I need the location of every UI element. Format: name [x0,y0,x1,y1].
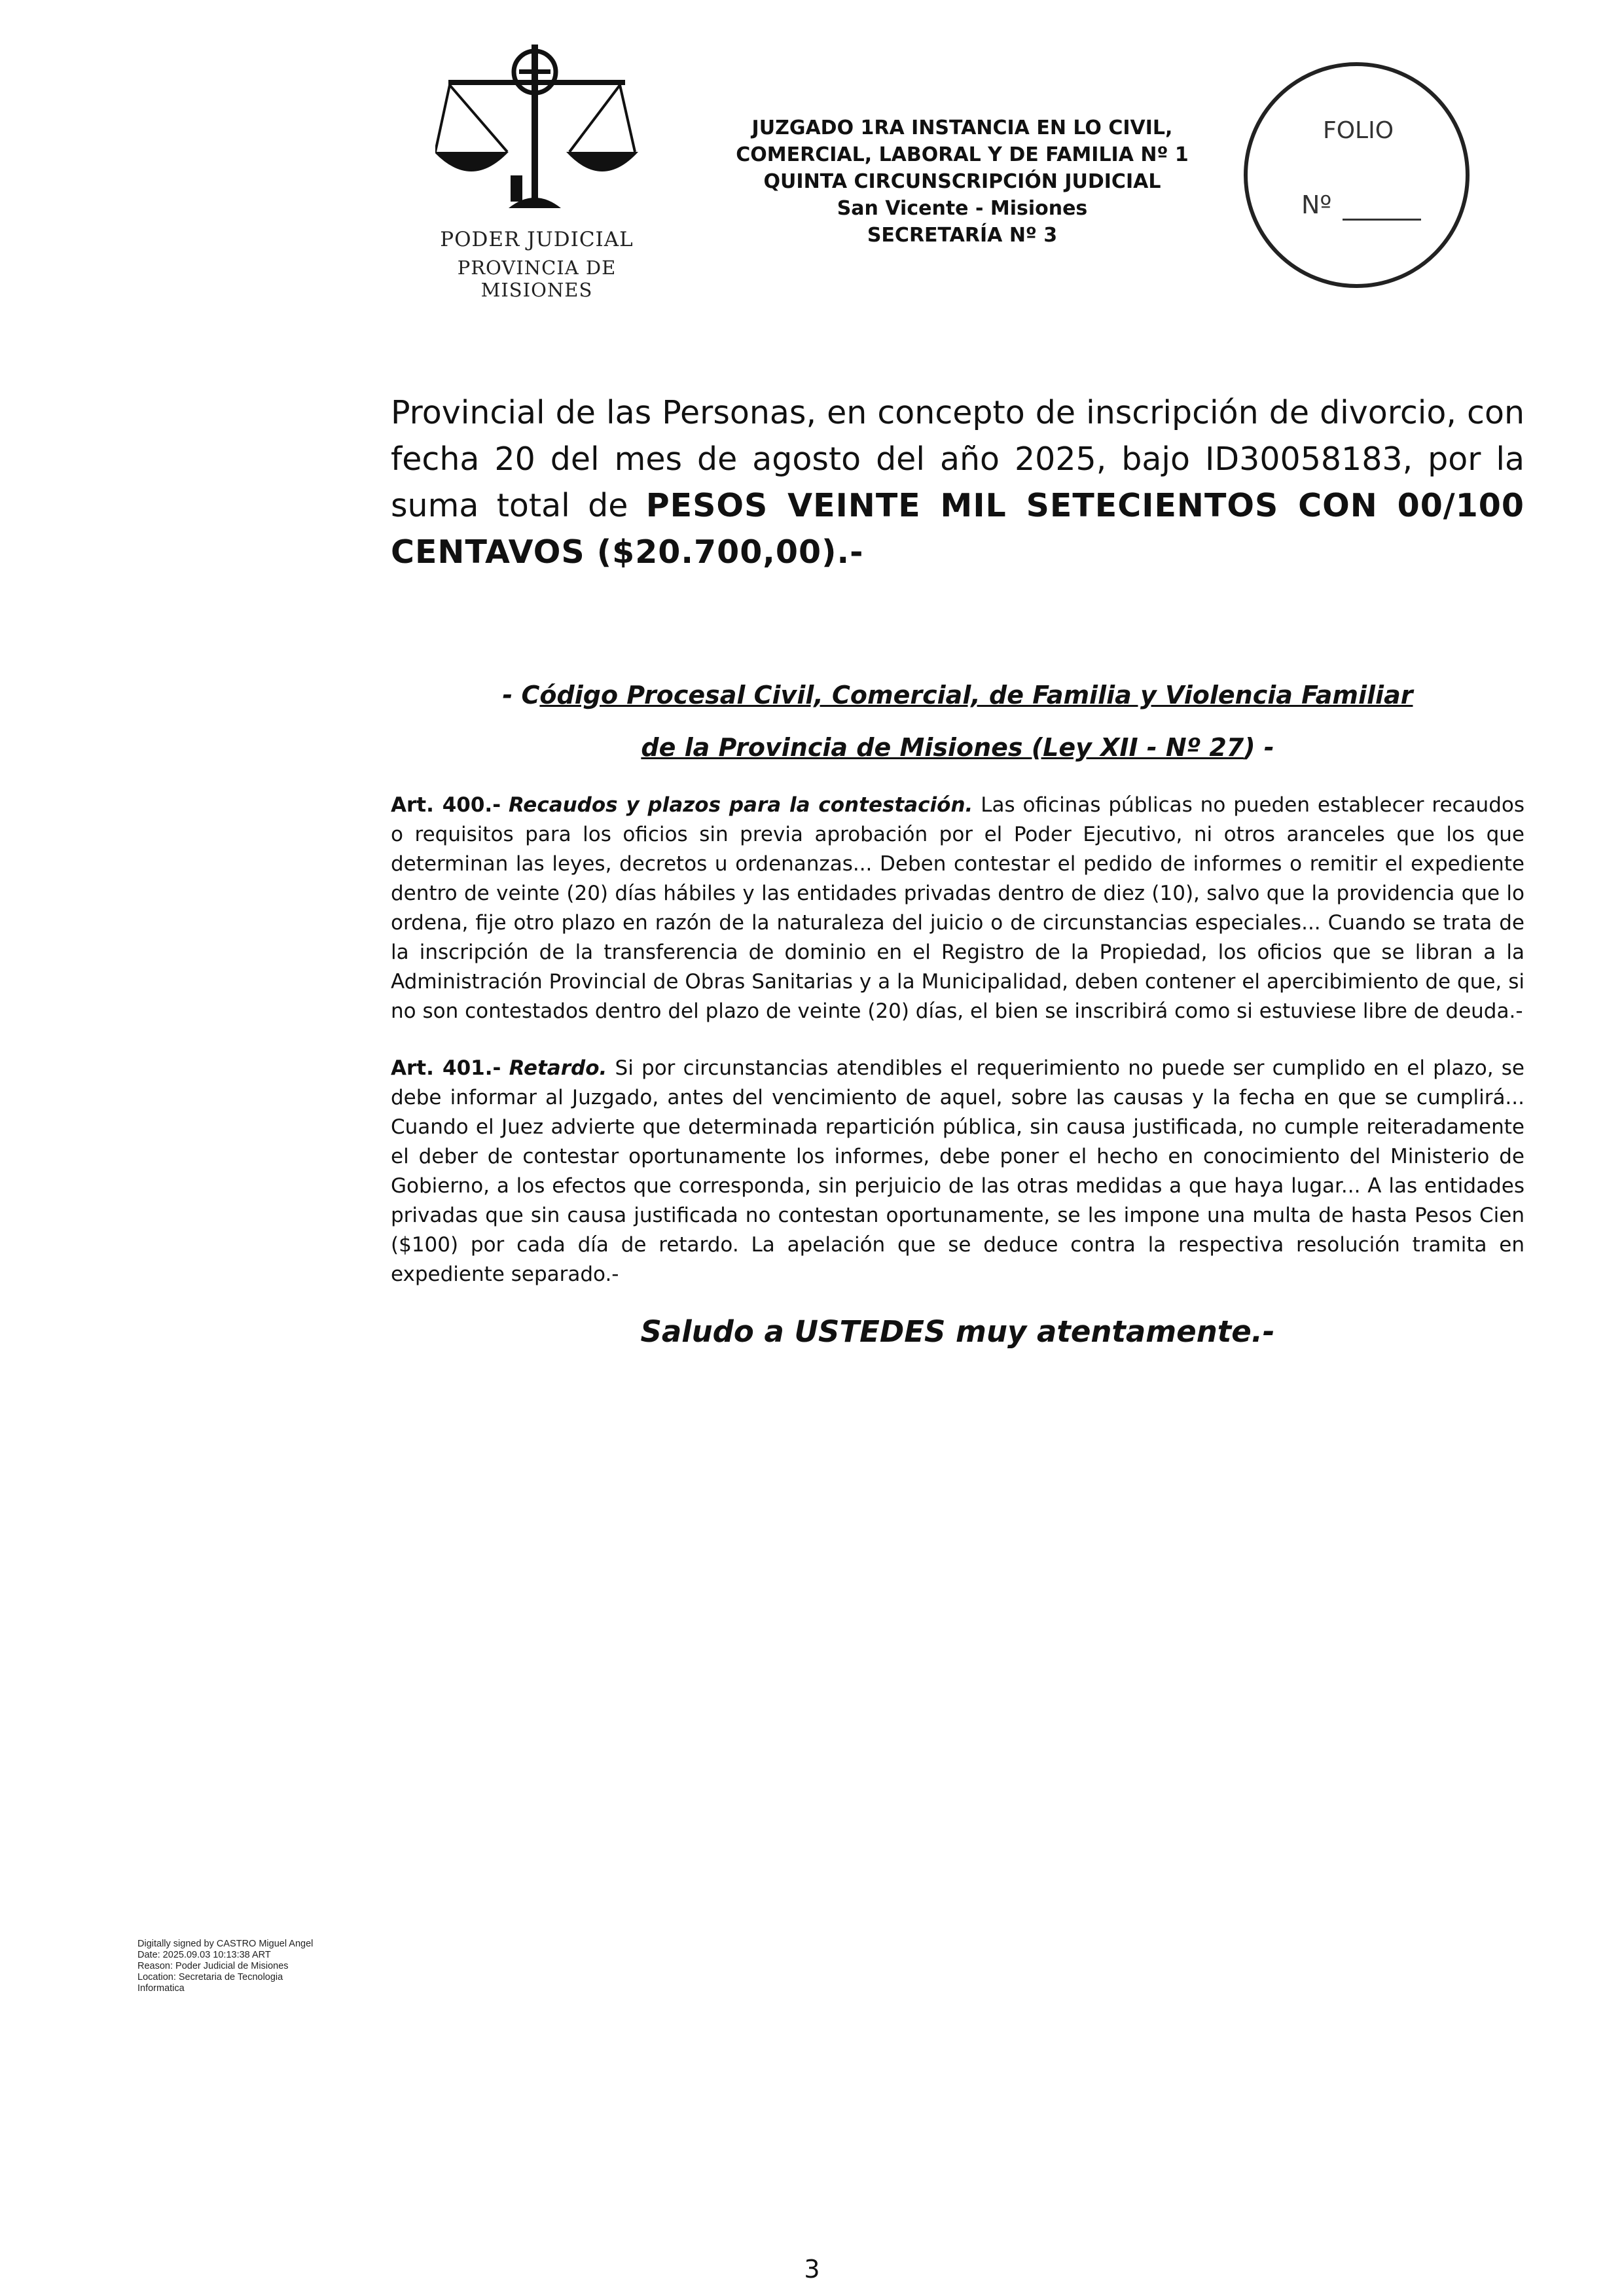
code-title-suffix: ) - [1244,733,1274,762]
intro-text: Provincial de las Personas, en concepto de inscripción de divorcio, con fecha 20 del mes de agosto del año 2025, bajo ID30058183, por la suma total de [391,394,1525,524]
folio-label: FOLIO [1323,117,1394,144]
closing-salutation: Saludo a USTEDES muy atentamente.- [640,1314,1275,1349]
intro-amount: PESOS VEINTE MIL SETECIENTOS CON 00/100 CENTAVOS ($20.700,00).- [391,487,1525,571]
code-title-line-2 [391,733,1525,762]
court-line: COMERCIAL, LABORAL Y DE FAMILIA Nº 1 [736,143,1189,166]
article-title: Retardo. [509,1056,607,1080]
page-number: 3 [804,2255,820,2284]
signature-line: Reason: Poder Judicial de Misiones [137,1961,289,1971]
article-title: Recaudos y plazos para la contestación. [508,793,973,817]
poder-judicial-logo [403,39,671,301]
signature-line: Date: 2025.09.03 10:13:38 ART [137,1950,271,1960]
court-heading [707,115,1218,249]
scales-of-justice-icon [435,39,638,216]
article-body: Si por circunstancias atendibles el requerimiento no puede ser cumplido en el plazo, se debe informar al Juzgado, antes del vencimiento de aquel, sobre las causas y la fecha en que se cumplirá... Cuando el Juez advierte que determinada repartición pública, sin causa justificada, no cumple reiteradamente el deber de contestar oportunamente los informes, debe poner el hecho en conocimiento del Ministerio de Gobierno, a los efectos que corresponda, sin perjuicio de las otras medidas a que haya lugar... A las entidades privadas que sin causa justificada no contestan oportunamente, se les impone una multa de hasta Pesos Cien ($100) por cada día de retardo. La apelación que se deduce contra la respectiva resolución tramita en expediente separado.- [391,1056,1525,1286]
court-line: JUZGADO 1RA INSTANCIA EN LO CIVIL, [751,117,1173,139]
article-401 [391,1054,1525,1289]
logo-line-2: PROVINCIA DE MISIONES [457,257,617,301]
folio-number-label: Nº [1301,190,1332,219]
article-body: Las oficinas públicas no pueden establecer recaudos o requisitos para los oficios sin previa aprobación por el Poder Ejecutivo, ni otros aranceles que los que determinan las leyes, decretos u ordenanzas... Deben contestar el pedido de informes o remitir el expediente dentro de veinte (20) días hábiles y las entidades privadas dentro de diez (10), salvo que la providencia que lo ordena, fije otro plazo en razón de la naturaleza del juicio o de circunstancias especiales... Cuando se trata de la inscripción de la transferencia de dominio en el Registro de la Propiedad, los oficios que se libran a la Administración Provincial de Obras Sanitarias y a la Municipalidad, deben contener el apercibimiento de que, si no son contestados dentro del plazo de veinte (20) días, el bien se inscribirá como si estuviese libre de deuda.- [391,793,1525,1023]
signature-line: Location: Secretaria de Tecnologia [137,1972,283,1982]
court-line: QUINTA CIRCUNSCRIPCIÓN JUDICIAL [763,170,1161,193]
court-line: San Vicente - Misiones [837,197,1088,220]
code-title-line-1 [391,681,1525,709]
signature-line: Digitally signed by CASTRO Miguel Angel [137,1939,314,1949]
code-title-underlined-1: ódigo Procesal Civil, Comercial, de Familia y Violencia Familiar [539,681,1413,709]
folio-seal [1244,62,1470,288]
code-title-prefix: - C [502,681,540,709]
article-400 [391,791,1525,1026]
folio-number-line [1343,219,1421,221]
court-line: SECRETARÍA Nº 3 [867,224,1058,247]
logo-line-1: PODER JUDICIAL [440,228,634,251]
code-title-underlined-2: de la Provincia de Misiones (Ley XII - Nº 27 [641,733,1244,762]
article-number: Art. 401.- [391,1056,501,1080]
signature-line: Informatica [137,1983,185,1994]
article-number: Art. 400.- [391,793,501,817]
intro-paragraph [391,389,1525,575]
digital-signature [137,1939,412,1994]
